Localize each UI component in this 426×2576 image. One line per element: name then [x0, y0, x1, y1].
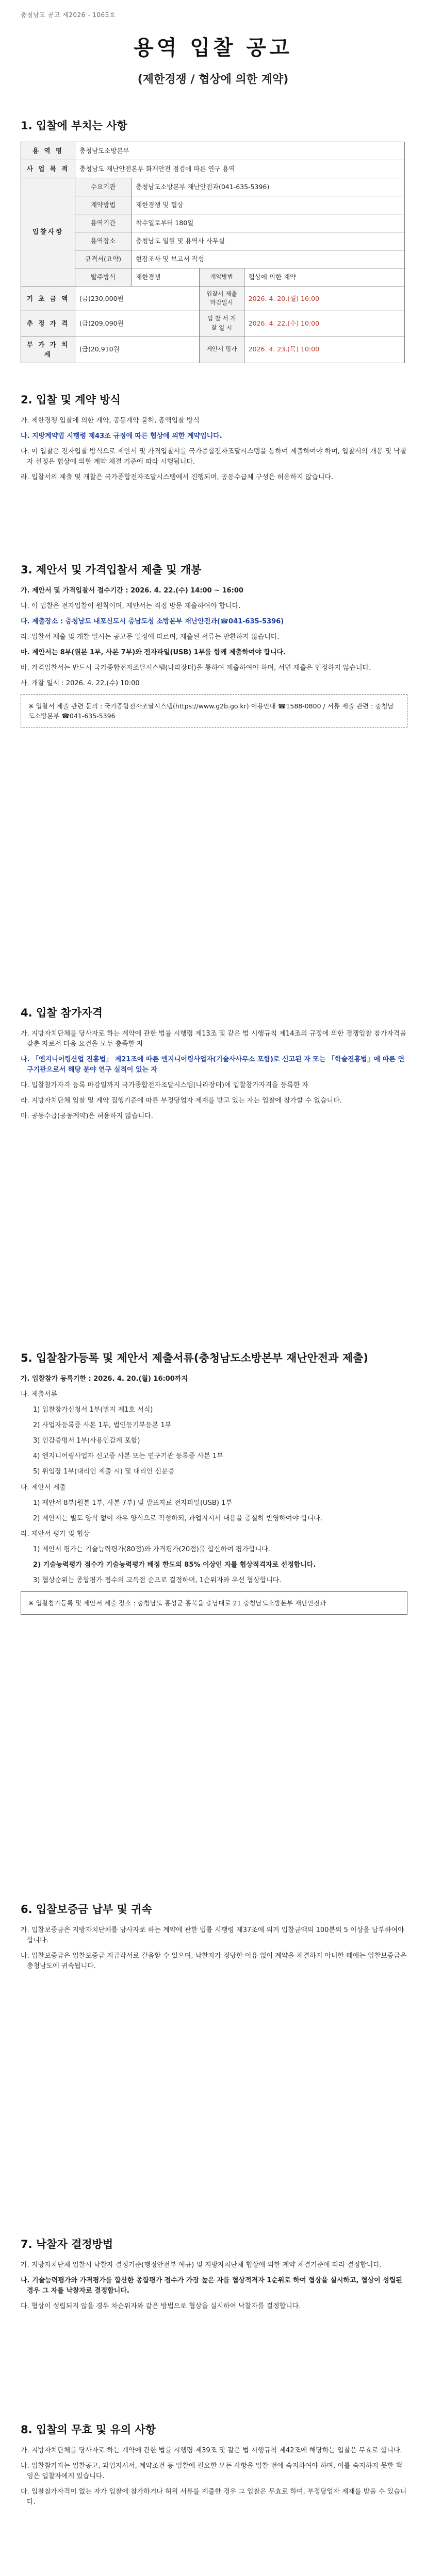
table-cell: 계약방법 [199, 268, 244, 286]
table-cell: 충청남도 일원 및 용역사 사무실 [132, 232, 405, 250]
section-4 [21, 1005, 407, 1127]
paragraph: 가. 지방자치단체 입찰시 낙찰자 결정기준(행정안전부 예규) 및 지방자치단체 협상에 의한 계약 체결기준에 따라 결정합니다. [21, 2261, 382, 2269]
table-row [21, 250, 405, 268]
table-row [21, 178, 405, 196]
document-title: 용역 입찰 공고 [134, 36, 292, 60]
paragraph: 라. 제안서 평가 및 협상 [21, 1530, 90, 1538]
table-cell: 제한경쟁 및 협상 [132, 196, 405, 214]
paragraph: 라. 입찰서의 제출 및 개찰은 국가종합전자조달시스템에서 진행되며, 공동수급체 구성은 허용하지 않습니다. [21, 473, 334, 482]
table-cell: 용역기간 [75, 214, 132, 232]
table-row [21, 311, 405, 336]
notice-box: ※ 입찰서 제출 관련 문의 : 국가종합전자조달시스템(https://www.g2b.go.kr) 이용안내 ☎1588-0800 / 서류 제출 관련 : 충청남도소방본부 ☎041-635-5396 [21, 694, 407, 728]
list-item: 1) 제안서 8부(원본 1부, 사본 7부) 및 발표자료 전자파일(USB) 1부 [33, 1499, 232, 1507]
document-subtitle: (제한경쟁 / 협상에 의한 계약) [137, 73, 289, 86]
paragraph: 나. 입찰참가자는 입찰공고, 과업지시서, 계약조건 등 입찰에 필요한 모든 사항을 입찰 전에 숙지하여야 하며, 이를 숙지하지 못한 책임은 입찰자에게 있습니다. [21, 2462, 402, 2480]
table-cell: 2026. 4. 20.(월) 16:00 [244, 286, 404, 311]
list-item: 2) 제안서는 별도 양식 없이 자유 양식으로 작성하되, 과업지시서 내용을 충실히 반영하여야 합니다. [33, 1514, 322, 1522]
table-cell: 충청남도소방본부 재난안전과(041-635-5396) [132, 178, 405, 196]
list-item: 3) 협상순위는 종합평가 점수의 고득점 순으로 결정하며, 1순위자와 우선 협상합니다. [33, 1577, 282, 1585]
paragraph: 나. 입찰보증금은 입찰보증금 지급각서로 갈음할 수 있으며, 낙찰자가 정당한 이유 없이 계약을 체결하지 아니한 때에는 입찰보증금은 충청남도에 귀속됩니다. [21, 1952, 407, 1970]
paragraph: 마. 공동수급(공동계약)은 허용하지 않습니다. [21, 1112, 153, 1121]
table-cell: (금)230,000원 [75, 286, 200, 311]
paragraph: 나. 이 입찰은 전자입찰이 원칙이며, 제안서는 직접 방문 제출하여야 합니다. [21, 602, 241, 610]
paragraph: 가. 제한경쟁 입찰에 의한 계약, 공동계약 불허, 총액입찰 방식 [21, 416, 200, 425]
table-row [21, 142, 405, 160]
paragraph: 마. 제안서는 8부(원본 1부, 사본 7부)와 전자파일(USB) 1부를 함께 제출하여야 합니다. [21, 649, 286, 657]
paragraph: 바. 가격입찰서는 반드시 국가종합전자조달시스템(나라장터)을 통하여 제출하여야 하며, 서면 제출은 인정하지 않습니다. [21, 664, 371, 672]
paragraph: 라. 지방자치단체 입찰 및 계약 집행기준에 따른 부정당업자 제재를 받고 있는 자는 입찰에 참가할 수 없습니다. [21, 1097, 342, 1105]
table-row [21, 232, 405, 250]
paragraph: 가. 지방자치단체를 당사자로 하는 계약에 관한 법률 시행령 제39조 및 같은 법 시행규칙 제42조에 해당하는 입찰은 무효로 합니다. [21, 2446, 402, 2454]
section-7 [21, 2236, 407, 2317]
table-cell: 입 찰 서 개 찰 일 시 [199, 311, 244, 336]
paragraph: 다. 이 입찰은 전자입찰 방식으로 제안서 및 가격입찰서를 국가종합전자조달시스템을 통하여 제출하여야 하며, 입찰서의 개봉 및 낙찰자 선정은 협상에 의한 계약 체결 기준에 따라 시행됩니다. [21, 447, 407, 466]
table-cell: 부 가 가 치 세 [21, 336, 75, 363]
table-cell: 현장조사 및 보고서 작성 [132, 250, 405, 268]
table-cell: 발주방식 [75, 268, 132, 286]
table-cell: 기 초 금 액 [21, 286, 75, 311]
table-row [21, 160, 405, 178]
table-cell: 충청남도소방본부 [75, 142, 405, 160]
section-6 [21, 1901, 407, 1977]
table-cell: 2026. 4. 23.(목) 10:00 [244, 336, 404, 363]
paragraph: 가. 입찰보증금은 지방자치단체를 당사자로 하는 계약에 관한 법률 시행령 제37조에 의거 입찰금액의 100분의 5 이상을 납부하여야 합니다. [21, 1926, 404, 1944]
notice-number: 충청남도 공고 제2026 - 1065호 [21, 11, 116, 19]
spec-table [21, 142, 405, 363]
list-item: 3) 인감증명서 1부(사용인감계 포함) [33, 1437, 140, 1445]
list-item: 4) 엔지니어링사업자 신고증 사본 또는 연구기관 등록증 사본 1부 [33, 1452, 223, 1461]
section-8 [21, 2421, 407, 2513]
paragraph: 다. 협상이 성립되지 않을 경우 차순위자와 같은 방법으로 협상을 실시하여 낙찰자를 결정합니다. [21, 2302, 301, 2310]
section-1-heading: 1. 입찰에 부치는 사항 [21, 120, 127, 132]
section-8-heading: 8. 입찰의 무효 및 유의 사항 [21, 2424, 156, 2436]
paragraph: 가. 입찰참가 등록기한 : 2026. 4. 20.(월) 16:00까지 [21, 1375, 188, 1383]
table-cell: 착수일로부터 180일 [132, 214, 405, 232]
paragraph: 다. 제안서 제출 [21, 1483, 66, 1492]
table-cell: 추 정 가 격 [21, 311, 75, 336]
table-row [21, 196, 405, 214]
paragraph: 가. 제안서 및 가격입찰서 접수기간 : 2026. 4. 22.(수) 14:00 ~ 16:00 [21, 586, 243, 595]
table-cell: 협상에 의한 계약 [244, 268, 404, 286]
table-cell: 입찰서 제출마감일시 [199, 286, 244, 311]
section-2-heading: 2. 입찰 및 계약 방식 [21, 394, 121, 406]
paragraph: 나. 지방계약법 시행령 제43조 규정에 따른 협상에 의한 계약입니다. [21, 432, 222, 440]
section-6-heading: 6. 입찰보증금 납부 및 귀속 [21, 1903, 152, 1916]
table-cell: 규격서(요약) [75, 250, 132, 268]
paragraph: 나. 제출서류 [21, 1390, 58, 1398]
list-item: 1) 입찰참가신청서 1부(별지 제1호 서식) [33, 1405, 153, 1414]
table-cell: 용역장소 [75, 232, 132, 250]
section-7-heading: 7. 낙찰자 결정방법 [21, 2238, 113, 2250]
table-row [21, 286, 405, 311]
table-row [21, 268, 405, 286]
list-item: 5) 위임장 1부(대리인 제출 시) 및 대리인 신분증 [33, 1468, 175, 1476]
list-item: 1) 제안서 평가는 기술능력평가(80점)와 가격평가(20점)를 합산하여 평가합니다. [33, 1546, 270, 1554]
section-4-heading: 4. 입찰 참가자격 [21, 1007, 103, 1019]
table-cell: 사 업 목 적 [21, 160, 75, 178]
table-cell: 2026. 4. 22.(수) 10:00 [244, 311, 404, 336]
table-cell: (금)209,090원 [75, 311, 200, 336]
paragraph: 다. 제출장소 : 충청남도 내포신도시 충남도청 소방본부 재난안전과(☎041-635-5396) [21, 617, 284, 625]
table-cell: 제안서 평가 [199, 336, 244, 363]
table-cell: 제한경쟁 [132, 268, 200, 286]
table-cell: 수요기관 [75, 178, 132, 196]
notice-box: ※ 입찰참가등록 및 제안서 제출 장소 : 충청남도 홍성군 홍북읍 충남대로 21 충청남도소방본부 재난안전과 [21, 1591, 407, 1615]
section-5 [21, 1350, 407, 1621]
table-cell: 계약방법 [75, 196, 132, 214]
paragraph: 다. 입찰참가자격 등록 마감일까지 국가종합전자조달시스템(나라장터)에 입찰참가자격을 등록한 자 [21, 1081, 309, 1090]
paragraph: 가. 지방자치단체를 당사자로 하는 계약에 관한 법률 시행령 제13조 및 같은 법 시행규칙 제14조의 규정에 의한 경쟁입찰 참가자격을 갖춘 자로서 다음 요건을 모두 충족한 자 [21, 1029, 406, 1048]
section-1 [21, 117, 407, 363]
paragraph: 라. 입찰서 제출 및 개찰 일시는 공고문 일정에 따르며, 제출된 서류는 반환하지 않습니다. [21, 633, 280, 641]
paragraph: 다. 입찰참가자격이 없는 자가 입찰에 참가하거나 허위 서류를 제출한 경우 그 입찰은 무효로 하며, 부정당업자 제재를 받을 수 있습니다. [21, 2487, 407, 2506]
table-cell: 용 역 명 [21, 142, 75, 160]
paragraph: 사. 개찰 일시 : 2026. 4. 22.(수) 10:00 [21, 680, 140, 688]
table-row [21, 214, 405, 232]
paragraph: 나. 기술능력평가와 가격평가를 합산한 종합평가 점수가 가장 높은 자를 협상적격자 1순위로 하여 협상을 실시하고, 협상이 성립된 경우 그 자를 낙찰자로 결정합니다. [21, 2276, 402, 2295]
table-cell: 입찰사항 [21, 178, 75, 286]
table-cell: (금)20,910원 [75, 336, 200, 363]
section-2 [21, 392, 407, 488]
section-3-heading: 3. 제안서 및 가격입찰서 제출 및 개봉 [21, 564, 202, 576]
table-cell: 충청남도 재난안전본부 화재안전 점검에 따른 연구 용역 [75, 160, 405, 178]
table-row [21, 336, 405, 363]
paragraph: 나. 「엔지니어링산업 진흥법」 제21조에 따른 엔지니어링사업자(기술사사무소 포함)로 신고된 자 또는 「학술진흥법」에 따른 연구기관으로서 해당 분야 연구 실적이 있는 자 [21, 1055, 405, 1074]
list-item: 2) 사업자등록증 사본 1부, 법인등기부등본 1부 [33, 1421, 172, 1429]
section-3 [21, 562, 407, 734]
list-item: 2) 기술능력평가 점수가 기술능력평가 배점 한도의 85% 이상인 자를 협상적격자로 선정합니다. [33, 1561, 316, 1569]
section-5-heading: 5. 입찰참가등록 및 제안서 제출서류(충청남도소방본부 재난안전과 제출) [21, 1352, 368, 1364]
